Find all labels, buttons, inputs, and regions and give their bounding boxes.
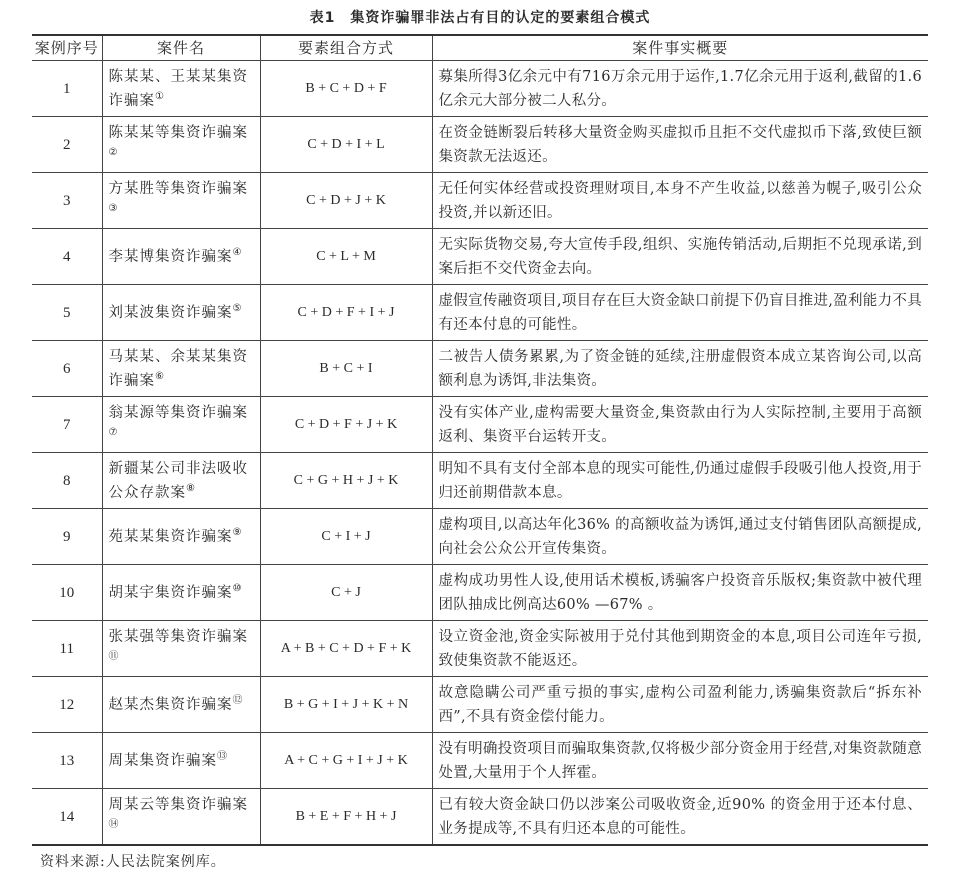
case-table [32, 34, 928, 846]
case-number: 10 [32, 565, 102, 621]
element-combination: C + D + J + K [260, 173, 432, 229]
element-combination: C + D + F + J + K [260, 397, 432, 453]
footnote-marker: ⑭ [108, 818, 120, 830]
element-combination: B + E + F + H + J [260, 789, 432, 846]
case-name: 新疆某公司非法吸收公众存款案 [108, 460, 248, 501]
case-number: 13 [32, 733, 102, 789]
case-name: 翁某源等集资诈骗案 [108, 404, 248, 421]
table-row [32, 173, 928, 229]
case-number: 8 [32, 453, 102, 509]
case-name-cell [102, 789, 260, 846]
table-row [32, 733, 928, 789]
footnote-marker: ⑫ [232, 694, 244, 706]
case-name: 方某胜等集资诈骗案 [108, 180, 248, 197]
case-number: 3 [32, 173, 102, 229]
table-row [32, 453, 928, 509]
case-name: 陈某某等集资诈骗案 [108, 124, 248, 141]
footnote-marker: ⑤ [232, 302, 243, 314]
header-element-combination: 要素组合方式 [260, 35, 432, 61]
element-combination: B + C + D + F [260, 61, 432, 117]
case-facts: 虚构成功男性人设,使用话术模板,诱骗客户投资音乐版权;集资款中被代理团队抽成比例高达60% —67% 。 [432, 565, 928, 621]
table-body [32, 61, 928, 846]
case-name-cell [102, 565, 260, 621]
table-row [32, 285, 928, 341]
case-name-cell [102, 621, 260, 677]
case-name-cell [102, 397, 260, 453]
table-row [32, 789, 928, 846]
element-combination: C + D + I + L [260, 117, 432, 173]
case-facts: 在资金链断裂后转移大量资金购买虚拟币且拒不交代虚拟币下落,致使巨额集资款无法返还。 [432, 117, 928, 173]
case-name: 周某云等集资诈骗案 [108, 796, 248, 813]
case-name: 赵某杰集资诈骗案 [108, 696, 233, 713]
element-combination: B + G + I + J + K + N [260, 677, 432, 733]
case-facts: 无实际货物交易,夸大宣传手段,组织、实施传销活动,后期拒不兑现承诺,到案后拒不交代资金去向。 [432, 229, 928, 285]
element-combination: C + I + J [260, 509, 432, 565]
footnote-marker: ⑬ [217, 750, 228, 762]
table-row [32, 341, 928, 397]
case-name: 胡某宇集资诈骗案 [108, 584, 233, 601]
element-combination: A + B + C + D + F + K [260, 621, 432, 677]
case-facts: 募集所得3亿余元中有716万余元用于运作,1.7亿余元用于返利,截留的1.6亿余元大部分被二人私分。 [432, 61, 928, 117]
case-facts: 设立资金池,资金实际被用于兑付其他到期资金的本息,项目公司连年亏损,致使集资款不能返还。 [432, 621, 928, 677]
header-case-facts: 案件事实概要 [432, 35, 928, 61]
case-number: 2 [32, 117, 102, 173]
table-row [32, 397, 928, 453]
footnote-marker: ⑨ [232, 526, 243, 538]
table-title: 表1 集资诈骗罪非法占有目的认定的要素组合模式 [309, 10, 651, 26]
footnote-marker: ① [155, 90, 165, 102]
case-name: 刘某波集资诈骗案 [108, 304, 233, 321]
element-combination: C + D + F + I + J [260, 285, 432, 341]
case-facts: 明知不具有支付全部本息的现实可能性,仍通过虚假手段吸引他人投资,用于归还前期借款本息。 [432, 453, 928, 509]
case-facts: 虚构项目,以高达年化36% 的高额收益为诱饵,通过支付销售团队高额提成,向社会公众公开宣传集资。 [432, 509, 928, 565]
case-name: 苑某某集资诈骗案 [108, 528, 233, 545]
element-combination: C + J [260, 565, 432, 621]
table-row [32, 117, 928, 173]
element-combination: C + L + M [260, 229, 432, 285]
case-number: 4 [32, 229, 102, 285]
header-case-name: 案件名 [102, 35, 260, 61]
header-row [32, 35, 928, 61]
case-name-cell [102, 733, 260, 789]
element-combination: C + G + H + J + K [260, 453, 432, 509]
case-facts: 已有较大资金缺口仍以涉案公司吸收资金,近90% 的资金用于还本付息、业务提成等,不具有归还本息的可能性。 [432, 789, 928, 846]
case-name: 陈某某、王某某集资诈骗案 [108, 68, 248, 109]
case-name-cell [102, 173, 260, 229]
footnote-marker: ⑥ [155, 370, 165, 382]
footnote-marker: ⑧ [186, 482, 196, 494]
source-note: 资料来源:人民法院案例库。 [40, 854, 226, 870]
table-row [32, 61, 928, 117]
case-facts: 虚假宣传融资项目,项目存在巨大资金缺口前提下仍盲目推进,盈利能力不具有还本付息的可能性。 [432, 285, 928, 341]
table-row [32, 509, 928, 565]
case-number: 11 [32, 621, 102, 677]
case-name-cell [102, 229, 260, 285]
header-case-number: 案例序号 [32, 35, 102, 61]
case-number: 12 [32, 677, 102, 733]
case-name-cell [102, 61, 260, 117]
case-name-cell [102, 509, 260, 565]
case-number: 9 [32, 509, 102, 565]
element-combination: A + C + G + I + J + K [260, 733, 432, 789]
case-name-cell [102, 677, 260, 733]
element-combination: B + C + I [260, 341, 432, 397]
case-name-cell [102, 117, 260, 173]
case-facts: 没有明确投资项目而骗取集资款,仅将极少部分资金用于经营,对集资款随意处置,大量用于个人挥霍。 [432, 733, 928, 789]
case-name-cell [102, 341, 260, 397]
footnote-marker: ⑩ [232, 582, 243, 594]
case-number: 6 [32, 341, 102, 397]
case-name-cell [102, 453, 260, 509]
footnote-marker: ④ [232, 246, 243, 258]
case-name: 李某博集资诈骗案 [108, 248, 233, 265]
case-facts: 无任何实体经营或投资理财项目,本身不产生收益,以慈善为幌子,吸引公众投资,并以新还旧。 [432, 173, 928, 229]
case-facts: 二被告人债务累累,为了资金链的延续,注册虚假资本成立某咨询公司,以高额利息为诱饵,非法集资。 [432, 341, 928, 397]
case-facts: 故意隐瞒公司严重亏损的事实,虚构公司盈利能力,诱骗集资款后“拆东补西”,不具有资金偿付能力。 [432, 677, 928, 733]
case-number: 5 [32, 285, 102, 341]
case-name-cell [102, 285, 260, 341]
footnote-marker: ⑦ [108, 426, 119, 438]
table-row [32, 677, 928, 733]
table-row [32, 621, 928, 677]
case-facts: 没有实体产业,虚构需要大量资金,集资款由行为人实际控制,主要用于高额返利、集资平台运转开支。 [432, 397, 928, 453]
case-name: 马某某、余某某集资诈骗案 [108, 348, 248, 389]
footnote-marker: ③ [108, 202, 119, 214]
table-row [32, 565, 928, 621]
table-row [32, 229, 928, 285]
case-number: 7 [32, 397, 102, 453]
footnote-marker: ② [108, 146, 119, 158]
case-name: 周某集资诈骗案 [108, 752, 217, 769]
case-number: 14 [32, 789, 102, 846]
case-name: 张某强等集资诈骗案 [108, 628, 248, 645]
footnote-marker: ⑪ [108, 650, 120, 662]
case-number: 1 [32, 61, 102, 117]
